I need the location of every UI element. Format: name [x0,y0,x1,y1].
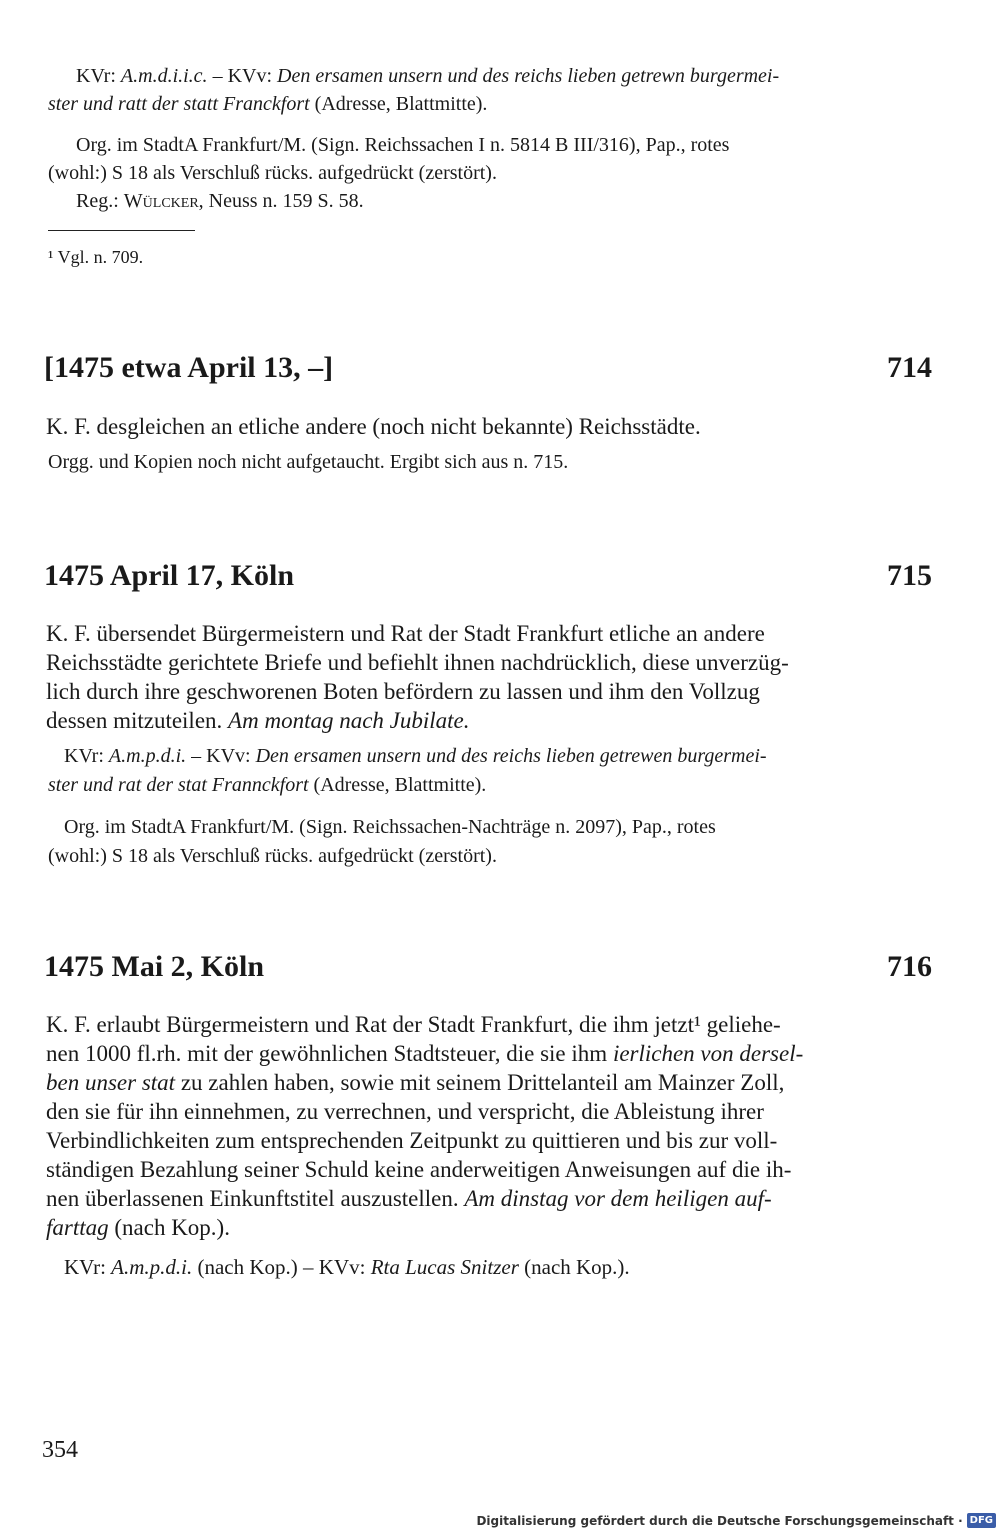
entry-716-heading: 1475 Mai 2, Köln [44,950,265,983]
kv-note: (Adresse, Blattmitte). [308,774,487,796]
entry-716-line-7a: nen überlassenen Einkunftstitel auszustellen. [46,1186,465,1211]
entry-715-text-1: K. F. übersendet Bürgermeistern und Rat der Stadt Frankfurt etliche an andere [46,621,765,646]
kv-note: (nach Kop.). [518,1255,630,1279]
kv-signature: Rta Lucas Snitzer [370,1255,519,1279]
entry-716-line-7b: Am dinstag vor dem heiligen auf- [464,1186,772,1211]
kv-sep: (nach Kop.) – KVv: [192,1255,371,1279]
entry-715-org-2: (wohl:) S 18 als Verschluß rücks. aufgedrückt (zerstört). [48,845,497,867]
entry-716-line-3a: ben unser stat [46,1070,176,1095]
entry-715-kv-1 [64,742,767,770]
kv-sep: – KVv: [186,745,256,767]
kv-address: Den ersamen unsern und des reichs lieben getrewen burgermei- [255,745,767,767]
kv-note: (Adresse, Blattmitte). [309,93,488,115]
reg-label: Reg.: [76,190,124,212]
kv-sep: – KVv: [207,65,278,87]
entry-715-number: 715 [887,559,932,592]
entry-716-line-8 [46,1213,230,1242]
entry-716-line-2a: nen 1000 fl.rh. mit der gewöhnlichen Stadtsteuer, die sie ihm [46,1041,613,1066]
digitization-footer [476,1513,996,1528]
entry-715-heading: 1475 April 17, Köln [44,559,295,592]
footer-text: Digitalisierung gefördert durch die Deutsche Forschungsgemeinschaft · [476,1513,963,1528]
entry-714-number: 714 [887,351,932,384]
kv-line-2 [48,90,487,118]
kv-address-cont: ster und rat der stat Frannckfort [48,774,309,796]
entry-715-org-1: Org. im StadtA Frankfurt/M. (Sign. Reichssachen-Nachträge n. 2097), Pap., rotes [64,816,716,838]
entry-714-note: Orgg. und Kopien noch nicht aufgetaucht. Ergibt sich aus n. 715. [48,451,569,473]
footnote: ¹ Vgl. n. 709. [48,247,144,267]
entry-716-line-2 [46,1039,803,1068]
kv-abbrev: A.m.d.i.i.c. [120,65,208,87]
entry-714-text: K. F. desgleichen an etliche andere (noch nicht bekannte) Reichsstädte. [46,414,701,439]
kv-label: KVr: [76,65,121,87]
reg-ref: , Neuss n. 159 S. 58. [198,190,364,212]
kv-label: KVr: [64,1255,112,1279]
reg-author: Wülcker [123,190,199,212]
entry-716-line-3 [46,1068,784,1097]
entry-716-line-2b: ierlichen von dersel- [612,1041,804,1066]
kv-label: KVr: [64,745,109,767]
entry-714-heading: [1475 etwa April 13, –] [44,351,334,384]
entry-716-kv [64,1253,630,1281]
kv-address: Den ersamen unsern und des reichs lieben getrewn burgermei- [277,65,780,87]
page-number: 354 [42,1437,78,1463]
entry-716-line-7 [46,1184,772,1213]
entry-716-line-8a: farttag [46,1215,109,1240]
entry-715-kv-2 [48,771,486,799]
entry-716-number: 716 [887,950,932,983]
entry-715-text-4a: dessen mitzuteilen. [46,708,229,733]
entry-716-line-4: den sie für ihn einnehmen, zu verrechnen, und verspricht, die Ableistung ihrer [46,1099,764,1124]
entry-715-date-phrase: Am montag nach Jubilate. [228,708,470,733]
entry-715-text-3: lich durch ihre geschworenen Boten befördern zu lassen und ihm den Vollzug [46,679,760,704]
kv-abbrev: A.m.p.d.i. [108,745,187,767]
org-line-2: (wohl:) S 18 als Verschluß rücks. aufgedrückt (zerstört). [48,162,497,184]
kv-address-cont: ster und ratt der statt Franckfort [48,93,310,115]
entry-716-line-1: K. F. erlaubt Bürgermeistern und Rat der Stadt Frankfurt, die ihm jetzt¹ geliehe- [46,1012,781,1037]
dfg-logo: DFG [967,1513,996,1528]
entry-715-text-2: Reichsstädte gerichtete Briefe und befiehlt ihnen nachdrücklich, diese unverzüg- [46,650,789,675]
entry-716-line-6: ständigen Bezahlung seiner Schuld keine anderweitigen Anweisungen auf die ih- [46,1157,792,1182]
entry-716-line-5: Verbindlichkeiten zum entsprechenden Zeitpunkt zu quittieren und bis zur voll- [46,1128,778,1153]
kv-line-1 [76,62,779,90]
entry-716-line-8b: (nach Kop.). [108,1215,230,1240]
footnote-divider [48,230,195,231]
org-line-1: Org. im StadtA Frankfurt/M. (Sign. Reichssachen I n. 5814 B III/316), Pap., rotes [76,134,730,156]
entry-716-line-3b: zu zahlen haben, sowie mit seinem Drittelanteil am Mainzer Zoll, [175,1070,785,1095]
reg-line [76,187,364,215]
entry-715-text-4 [46,706,470,735]
kv-abbrev: A.m.p.d.i. [111,1255,193,1279]
